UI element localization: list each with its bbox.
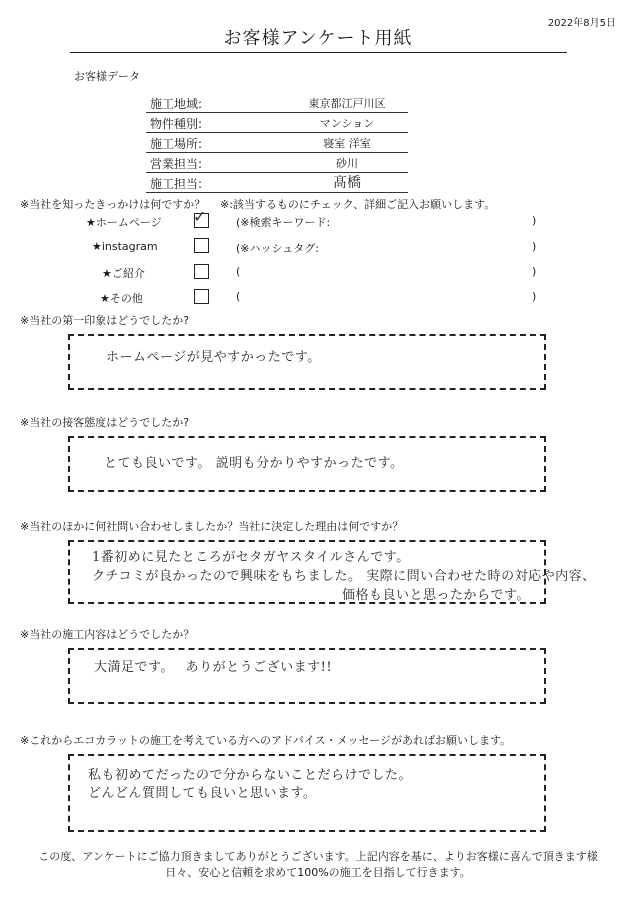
option-instagram-detail: (※ハッシュタグ:	[236, 242, 319, 255]
info-label: 施工地域:	[150, 97, 203, 111]
question-first-impression: ※当社の第一印象はどうでしたか?	[20, 314, 190, 327]
answer-line: 1番初めに見たところがセタガヤスタイルさんです。	[92, 550, 410, 565]
info-value-handwritten: 髙橋	[333, 175, 361, 191]
info-value: 寝室 洋室	[323, 137, 371, 150]
info-value: マンション	[319, 117, 375, 130]
checkbox-referral[interactable]	[194, 264, 209, 279]
answer-line: クチコミが良かったので興味をもちました。 実際に問い合わせた時の対応や内容、	[92, 569, 596, 584]
answer-box-advice-message	[68, 754, 546, 832]
answer-box-first-impression	[68, 334, 546, 390]
page-title: お客様アンケート用紙	[223, 28, 413, 49]
option-close-paren: )	[532, 265, 537, 278]
info-label: 施工場所:	[150, 137, 203, 151]
question-how-found: ※当社を知ったきっかけは何ですか？	[20, 198, 206, 211]
option-referral-detail: (	[236, 265, 241, 278]
checkbox-instagram[interactable]	[194, 238, 209, 253]
info-row-location	[146, 132, 408, 153]
info-row-area	[146, 92, 408, 113]
option-referral-label: ★ご紹介	[102, 267, 145, 280]
answer-installation-quality: 大満足です。 ありがとうございます!!	[94, 660, 333, 675]
answer-customer-service: とても良いです。 説明も分かりやすかったです。	[104, 456, 404, 471]
info-row-property-type	[146, 112, 408, 133]
info-row-installer	[146, 172, 408, 193]
info-value: 砂川	[336, 157, 358, 170]
answer-box-other-companies	[68, 540, 596, 604]
answer-box-installation-quality	[68, 648, 546, 704]
option-close-paren: )	[532, 240, 537, 253]
checkmark-icon: ✓	[193, 207, 207, 226]
question-advice-message: ※これからエコカラットの施工を考えている方へのアドバイス・メッセージがあればお願いします。	[20, 734, 512, 747]
title-underline	[70, 52, 567, 53]
answer-first-impression: ホームページが見やすかったです。	[106, 350, 321, 365]
answer-box-customer-service	[68, 436, 546, 492]
footer-message-line: 日々、安心と信頼を求めて100%の施工を目指して行きます。	[165, 866, 471, 879]
info-label: 営業担当:	[150, 157, 203, 171]
checkbox-other[interactable]	[194, 289, 209, 304]
info-value: 東京都江戸川区	[308, 97, 386, 110]
option-homepage-detail: (※検索キーワード:	[236, 216, 331, 229]
answer-line: 私も初めてだったので分からないことだらけでした。	[88, 768, 413, 783]
customer-section-label: お客様データ	[74, 70, 140, 83]
info-label: 物件種別:	[150, 117, 203, 131]
answer-line: 価格も良いと思ったからです。	[342, 588, 530, 603]
option-close-paren: )	[532, 290, 537, 303]
option-other-detail: (	[236, 290, 241, 303]
option-homepage-label: ★ホームページ	[86, 216, 162, 229]
answer-line: どんどん質問しても良いと思います。	[88, 786, 317, 801]
question-other-companies: ※当社のほかに何社問い合わせしましたか？当社に決定した理由は何ですか？	[20, 520, 404, 533]
checkbox-homepage[interactable]	[193, 207, 209, 228]
info-label: 施工担当:	[150, 177, 203, 191]
option-other-label: ★その他	[100, 292, 143, 305]
survey-date: 2022年8月5日	[547, 18, 616, 29]
question-installation-quality: ※当社の施工内容はどうでしたか？	[20, 628, 195, 641]
info-row-sales-rep	[146, 152, 408, 173]
option-close-paren: )	[532, 214, 537, 227]
option-instagram-label: ★instagram	[92, 240, 158, 253]
footer-message-line: この度、アンケートにご協力頂きましてありがとうございます。上記内容を基に、よりお客様に喜んで頂きます様	[38, 850, 598, 863]
question-customer-service: ※当社の接客態度はどうでしたか?	[20, 416, 190, 429]
question-instruction: ※:該当するものにチェック、詳細ご記入お願いします。	[220, 198, 496, 211]
